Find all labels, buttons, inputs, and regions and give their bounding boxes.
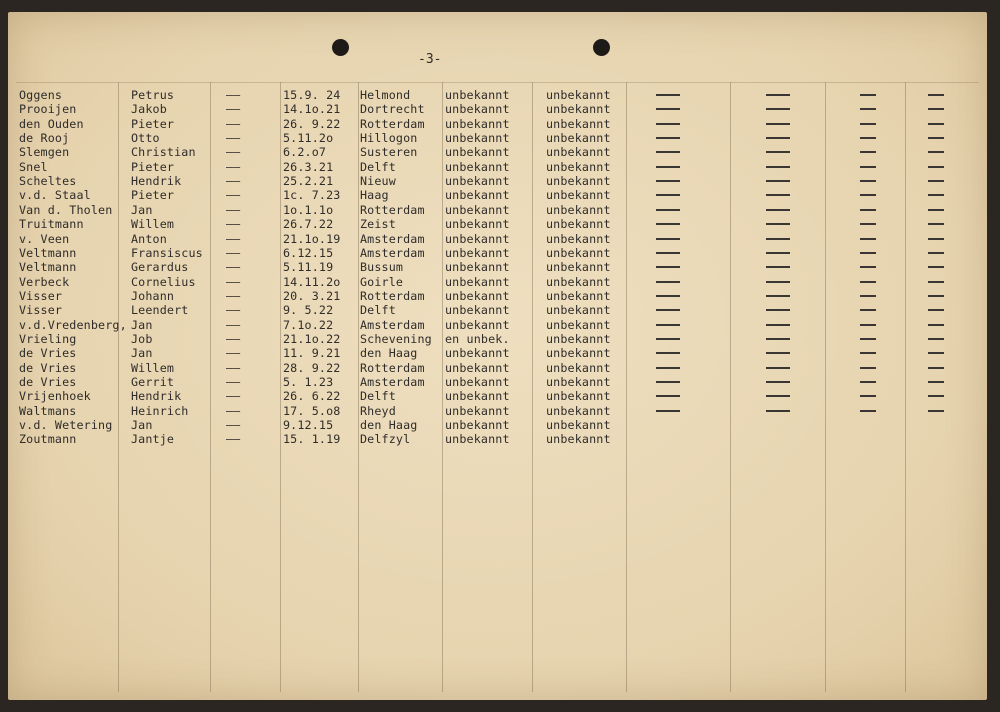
given-name-cell: Anton: [131, 231, 167, 246]
tally-dash-mark: [928, 367, 944, 369]
status-cell: unbekannt: [546, 274, 611, 289]
given-name-cell: Hendrik: [131, 389, 182, 404]
surname-cell: Waltmans: [19, 403, 77, 418]
birth-date-cell: 26. 6.22: [283, 389, 341, 404]
status-cell: unbekannt: [445, 231, 510, 246]
tally-dash-mark: [766, 166, 790, 168]
birth-place-cell: Goirle: [360, 274, 404, 289]
tally-dash-mark: [928, 266, 944, 268]
table-row: [8, 404, 987, 418]
tally-dash-mark: [656, 223, 680, 225]
status-cell: unbekannt: [445, 346, 510, 361]
tally-dash-mark: [860, 209, 876, 211]
birth-date-cell: 6.12.15: [283, 245, 334, 260]
table-row: [8, 318, 987, 332]
dash-cell: ——: [226, 159, 241, 174]
tally-dash-mark: [766, 324, 790, 326]
status-cell: unbekannt: [546, 145, 611, 160]
tally-dash-mark: [766, 381, 790, 383]
birth-place-cell: Hillogon: [360, 131, 418, 146]
tally-dash-mark: [928, 123, 944, 125]
tally-dash-mark: [928, 395, 944, 397]
tally-dash-mark: [766, 137, 790, 139]
tally-dash-mark: [860, 123, 876, 125]
status-cell: unbekannt: [445, 145, 510, 160]
surname-cell: Truitmann: [19, 217, 84, 232]
surname-cell: Van d. Tholen: [19, 202, 113, 217]
tally-dash-mark: [766, 338, 790, 340]
birth-place-cell: Rotterdam: [360, 202, 425, 217]
tally-dash-mark: [928, 238, 944, 240]
tally-dash-mark: [860, 223, 876, 225]
dash-cell: ——: [226, 346, 241, 361]
tally-dash-mark: [766, 180, 790, 182]
status-cell: unbekannt: [546, 346, 611, 361]
status-cell: unbekannt: [546, 159, 611, 174]
status-cell: unbekannt: [445, 245, 510, 260]
tally-dash-mark: [656, 108, 680, 110]
status-cell: unbekannt: [445, 403, 510, 418]
given-name-cell: Willem: [131, 217, 175, 232]
birth-date-cell: 15.9. 24: [283, 88, 341, 102]
table-row: [8, 361, 987, 375]
table-row: [8, 375, 987, 389]
birth-date-cell: 11. 9.21: [283, 346, 341, 361]
tally-dash-mark: [656, 252, 680, 254]
status-cell: unbekannt: [546, 375, 611, 389]
birth-date-cell: 5.11.19: [283, 260, 334, 275]
tally-dash-mark: [766, 238, 790, 240]
given-name-cell: Petrus: [131, 88, 175, 102]
tally-dash-mark: [766, 108, 790, 110]
given-name-cell: Jantje: [131, 432, 175, 447]
dash-cell: ——: [226, 303, 241, 318]
dash-cell: ——: [226, 231, 241, 246]
dash-cell: ——: [226, 432, 241, 447]
birth-date-cell: 7.1o.22: [283, 317, 334, 332]
birth-place-cell: Bussum: [360, 260, 404, 275]
surname-cell: Vrijenhoek: [19, 389, 91, 404]
table-row: [8, 232, 987, 246]
birth-date-cell: 20. 3.21: [283, 288, 341, 303]
surname-cell: de Rooj: [19, 131, 70, 146]
birth-date-cell: 1c. 7.23: [283, 188, 341, 203]
status-cell: unbekannt: [546, 303, 611, 318]
surname-cell: Zoutmann: [19, 432, 77, 447]
tally-dash-mark: [766, 395, 790, 397]
tally-dash-mark: [766, 295, 790, 297]
birth-place-cell: Susteren: [360, 145, 418, 160]
tally-dash-mark: [860, 281, 876, 283]
birth-date-cell: 26.3.21: [283, 159, 334, 174]
status-cell: unbekannt: [546, 174, 611, 189]
tally-dash-mark: [860, 108, 876, 110]
status-cell: unbekannt: [445, 360, 510, 375]
birth-place-cell: Delft: [360, 159, 396, 174]
table-row: [8, 332, 987, 346]
tally-dash-mark: [766, 410, 790, 412]
status-cell: unbekannt: [445, 389, 510, 404]
surname-cell: v. Veen: [19, 231, 70, 246]
given-name-cell: Job: [131, 331, 153, 346]
dash-cell: ——: [226, 274, 241, 289]
birth-place-cell: Rotterdam: [360, 360, 425, 375]
dash-cell: ——: [226, 217, 241, 232]
tally-dash-mark: [860, 410, 876, 412]
surname-cell: Scheltes: [19, 174, 77, 189]
table-row: [8, 88, 987, 102]
punch-hole-left: [332, 39, 349, 56]
tally-dash-mark: [860, 180, 876, 182]
tally-dash-mark: [860, 266, 876, 268]
status-cell: unbekannt: [445, 418, 510, 433]
birth-date-cell: 5.11.2o: [283, 131, 334, 146]
birth-place-cell: Rotterdam: [360, 288, 425, 303]
birth-date-cell: 5. 1.23: [283, 375, 334, 389]
table-row: [8, 346, 987, 360]
tally-dash-mark: [860, 94, 876, 96]
status-cell: unbekannt: [546, 317, 611, 332]
status-cell: unbekannt: [445, 217, 510, 232]
birth-date-cell: 17. 5.o8: [283, 403, 341, 418]
birth-date-cell: 9. 5.22: [283, 303, 334, 318]
status-cell: unbekannt: [546, 231, 611, 246]
status-cell: unbekannt: [445, 260, 510, 275]
table-row: [8, 102, 987, 116]
birth-place-cell: Nieuw: [360, 174, 396, 189]
dash-cell: ——: [226, 116, 241, 131]
status-cell: unbekannt: [445, 116, 510, 131]
status-cell: unbekannt: [546, 360, 611, 375]
birth-place-cell: Rheyd: [360, 403, 396, 418]
dash-cell: ——: [226, 331, 241, 346]
birth-date-cell: 14.11.2o: [283, 274, 341, 289]
tally-dash-mark: [928, 324, 944, 326]
given-name-cell: Fransiscus: [131, 245, 203, 260]
surname-cell: Slemgen: [19, 145, 70, 160]
status-cell: unbekannt: [546, 116, 611, 131]
surname-cell: de Vries: [19, 346, 77, 361]
given-name-cell: Gerrit: [131, 375, 175, 389]
tally-dash-mark: [928, 151, 944, 153]
dash-cell: ——: [226, 102, 241, 117]
birth-place-cell: Amsterdam: [360, 245, 425, 260]
tally-dash-mark: [860, 295, 876, 297]
surname-cell: v.d. Staal: [19, 188, 91, 203]
surname-cell: v.d. Wetering: [19, 418, 113, 433]
birth-place-cell: den Haag: [360, 418, 418, 433]
status-cell: unbekannt: [546, 331, 611, 346]
surname-cell: Prooijen: [19, 102, 77, 117]
page-number: -3-: [418, 52, 442, 67]
table-row: [8, 275, 987, 289]
surname-cell: Veltmann: [19, 245, 77, 260]
tally-dash-mark: [928, 252, 944, 254]
birth-date-cell: 6.2.o7: [283, 145, 327, 160]
birth-place-cell: Zeist: [360, 217, 396, 232]
given-name-cell: Cornelius: [131, 274, 196, 289]
birth-date-cell: 25.2.21: [283, 174, 334, 189]
tally-dash-mark: [860, 352, 876, 354]
status-cell: unbekannt: [546, 202, 611, 217]
status-cell: unbekannt: [445, 88, 510, 102]
status-cell: unbekannt: [546, 389, 611, 404]
given-name-cell: Johann: [131, 288, 175, 303]
punch-hole-right: [593, 39, 610, 56]
table-row: [8, 160, 987, 174]
surname-cell: Visser: [19, 288, 63, 303]
tally-dash-mark: [928, 352, 944, 354]
tally-dash-mark: [766, 209, 790, 211]
tally-dash-mark: [656, 123, 680, 125]
tally-dash-mark: [656, 209, 680, 211]
birth-date-cell: 26.7.22: [283, 217, 334, 232]
given-name-cell: Pieter: [131, 159, 175, 174]
tally-dash-mark: [766, 94, 790, 96]
dash-cell: ——: [226, 260, 241, 275]
tally-dash-mark: [656, 151, 680, 153]
tally-dash-mark: [928, 309, 944, 311]
given-name-cell: Gerardus: [131, 260, 189, 275]
table-row: [8, 203, 987, 217]
tally-dash-mark: [656, 281, 680, 283]
tally-dash-mark: [766, 266, 790, 268]
tally-dash-mark: [860, 309, 876, 311]
status-cell: unbekannt: [546, 403, 611, 418]
tally-dash-mark: [656, 367, 680, 369]
tally-dash-mark: [656, 94, 680, 96]
tally-dash-mark: [656, 194, 680, 196]
tally-dash-mark: [656, 166, 680, 168]
tally-dash-mark: [860, 137, 876, 139]
status-cell: unbekannt: [546, 102, 611, 117]
tally-dash-mark: [766, 223, 790, 225]
surname-cell: de Vries: [19, 375, 77, 389]
tally-dash-mark: [766, 194, 790, 196]
given-name-cell: Jan: [131, 418, 153, 433]
surname-cell: Visser: [19, 303, 63, 318]
tally-dash-mark: [656, 180, 680, 182]
given-name-cell: Christian: [131, 145, 196, 160]
tally-dash-mark: [928, 281, 944, 283]
table-row: [8, 188, 987, 202]
birth-date-cell: 1o.1.1o: [283, 202, 334, 217]
tally-dash-mark: [656, 266, 680, 268]
status-cell: unbekannt: [445, 188, 510, 203]
given-name-cell: Jan: [131, 317, 153, 332]
given-name-cell: Heinrich: [131, 403, 189, 418]
tally-dash-mark: [928, 410, 944, 412]
tally-dash-mark: [928, 209, 944, 211]
dash-cell: ——: [226, 375, 241, 389]
tally-dash-mark: [766, 252, 790, 254]
dash-cell: ——: [226, 389, 241, 404]
tally-dash-mark: [656, 352, 680, 354]
table-row: [8, 260, 987, 274]
status-cell: unbekannt: [445, 432, 510, 447]
tally-dash-mark: [928, 137, 944, 139]
surname-cell: Vrieling: [19, 331, 77, 346]
surname-cell: de Vries: [19, 360, 77, 375]
tally-dash-mark: [928, 94, 944, 96]
status-cell: unbekannt: [445, 159, 510, 174]
birth-place-cell: den Haag: [360, 346, 418, 361]
given-name-cell: Pieter: [131, 188, 175, 203]
status-cell: unbekannt: [445, 317, 510, 332]
given-name-cell: Jakob: [131, 102, 167, 117]
tally-dash-mark: [766, 281, 790, 283]
surname-cell: v.d.Vredenberg,: [19, 317, 127, 332]
header-rule: [16, 82, 979, 83]
tally-dash-mark: [766, 367, 790, 369]
birth-place-cell: Delft: [360, 389, 396, 404]
document-page: [8, 12, 987, 700]
birth-date-cell: 15. 1.19: [283, 432, 341, 447]
table-row: [8, 432, 987, 446]
tally-dash-mark: [860, 166, 876, 168]
surname-cell: Oggens: [19, 88, 63, 102]
dash-cell: ——: [226, 202, 241, 217]
tally-dash-mark: [860, 381, 876, 383]
dash-cell: ——: [226, 403, 241, 418]
status-cell: unbekannt: [445, 174, 510, 189]
birth-date-cell: 14.1o.21: [283, 102, 341, 117]
status-cell: unbekannt: [445, 303, 510, 318]
status-cell: unbekannt: [546, 245, 611, 260]
table-row: [8, 145, 987, 159]
table-row: [8, 117, 987, 131]
status-cell: unbekannt: [546, 260, 611, 275]
dash-cell: ——: [226, 174, 241, 189]
table-row: [8, 418, 987, 432]
table-row: [8, 289, 987, 303]
tally-dash-mark: [656, 338, 680, 340]
birth-place-cell: Delfzyl: [360, 432, 411, 447]
surname-cell: Verbeck: [19, 274, 70, 289]
given-name-cell: Otto: [131, 131, 160, 146]
birth-date-cell: 28. 9.22: [283, 360, 341, 375]
dash-cell: ——: [226, 145, 241, 160]
table-row: [8, 174, 987, 188]
status-cell: unbekannt: [445, 202, 510, 217]
birth-date-cell: 26. 9.22: [283, 116, 341, 131]
status-cell: unbekannt: [546, 432, 611, 447]
table-row: [8, 389, 987, 403]
birth-date-cell: 21.1o.22: [283, 331, 341, 346]
tally-dash-mark: [656, 395, 680, 397]
birth-place-cell: Amsterdam: [360, 317, 425, 332]
tally-dash-mark: [766, 309, 790, 311]
status-cell: en unbek.: [445, 331, 510, 346]
tally-dash-mark: [860, 367, 876, 369]
dash-cell: ——: [226, 288, 241, 303]
tally-dash-mark: [928, 223, 944, 225]
given-name-cell: Hendrik: [131, 174, 182, 189]
dash-cell: ——: [226, 245, 241, 260]
dash-cell: ——: [226, 188, 241, 203]
tally-dash-mark: [928, 381, 944, 383]
birth-place-cell: Helmond: [360, 88, 411, 102]
birth-place-cell: Rotterdam: [360, 116, 425, 131]
surname-cell: den Ouden: [19, 116, 84, 131]
surname-cell: Snel: [19, 159, 48, 174]
status-cell: unbekannt: [546, 217, 611, 232]
tally-dash-mark: [656, 410, 680, 412]
birth-place-cell: Amsterdam: [360, 231, 425, 246]
tally-dash-mark: [766, 151, 790, 153]
status-cell: unbekannt: [546, 88, 611, 102]
birth-place-cell: Haag: [360, 188, 389, 203]
tally-dash-mark: [656, 324, 680, 326]
tally-dash-mark: [928, 194, 944, 196]
tally-dash-mark: [860, 194, 876, 196]
table-row: [8, 217, 987, 231]
birth-place-cell: Schevening: [360, 331, 432, 346]
birth-place-cell: Dortrecht: [360, 102, 425, 117]
dash-cell: ——: [226, 131, 241, 146]
tally-dash-mark: [860, 151, 876, 153]
status-cell: unbekannt: [445, 274, 510, 289]
status-cell: unbekannt: [445, 102, 510, 117]
table-row: [8, 303, 987, 317]
given-name-cell: Jan: [131, 346, 153, 361]
tally-dash-mark: [860, 252, 876, 254]
birth-date-cell: 9.12.15: [283, 418, 334, 433]
given-name-cell: Jan: [131, 202, 153, 217]
dash-cell: ——: [226, 317, 241, 332]
given-name-cell: Willem: [131, 360, 175, 375]
tally-dash-mark: [656, 381, 680, 383]
birth-place-cell: Amsterdam: [360, 375, 425, 389]
tally-dash-mark: [766, 352, 790, 354]
tally-dash-mark: [656, 295, 680, 297]
status-cell: unbekannt: [445, 288, 510, 303]
status-cell: unbekannt: [546, 288, 611, 303]
tally-dash-mark: [928, 295, 944, 297]
dash-cell: ——: [226, 88, 241, 102]
given-name-cell: Leendert: [131, 303, 189, 318]
tally-dash-mark: [860, 338, 876, 340]
status-cell: unbekannt: [546, 188, 611, 203]
tally-dash-mark: [860, 395, 876, 397]
tally-dash-mark: [928, 180, 944, 182]
tally-dash-mark: [928, 108, 944, 110]
surname-cell: Veltmann: [19, 260, 77, 275]
status-cell: unbekannt: [546, 418, 611, 433]
status-cell: unbekannt: [445, 131, 510, 146]
birth-place-cell: Delft: [360, 303, 396, 318]
table-row: [8, 246, 987, 260]
status-cell: unbekannt: [445, 375, 510, 389]
birth-date-cell: 21.1o.19: [283, 231, 341, 246]
tally-dash-mark: [860, 324, 876, 326]
tally-dash-mark: [656, 137, 680, 139]
tally-dash-mark: [860, 238, 876, 240]
tally-dash-mark: [928, 166, 944, 168]
dash-cell: ——: [226, 418, 241, 433]
tally-dash-mark: [656, 309, 680, 311]
given-name-cell: Pieter: [131, 116, 175, 131]
tally-dash-mark: [766, 123, 790, 125]
dash-cell: ——: [226, 360, 241, 375]
tally-dash-mark: [656, 238, 680, 240]
status-cell: unbekannt: [546, 131, 611, 146]
table-row: [8, 131, 987, 145]
tally-dash-mark: [928, 338, 944, 340]
